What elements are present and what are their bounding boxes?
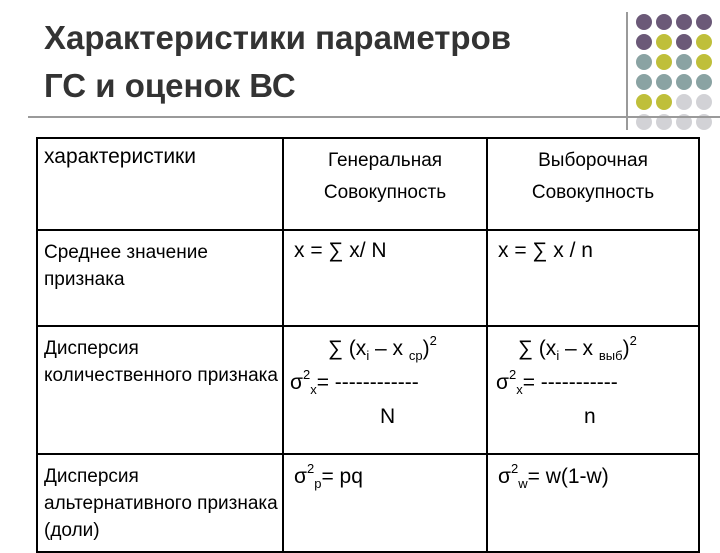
header-characteristics: характеристики: [37, 138, 283, 230]
num-sub: i: [556, 348, 560, 364]
comparison-table: [36, 137, 700, 553]
row-label-alternative-variance: Дисперсия альтернативного признака (доли): [37, 454, 283, 552]
lhs-sigma: σ: [290, 371, 303, 394]
table-row: [37, 326, 699, 454]
decorative-dot: [656, 54, 672, 70]
decorative-dot: [696, 34, 712, 50]
formula-general-share: [283, 454, 487, 552]
num-suffix: ): [422, 337, 430, 360]
general-variance-denominator: N: [380, 405, 396, 428]
lhs-sub: x: [310, 382, 317, 398]
header-sample-line-2: Совокупность: [531, 182, 655, 203]
decorative-dot: [656, 34, 672, 50]
decorative-dot: [636, 54, 652, 70]
slide-title: [44, 14, 624, 110]
table-row: [37, 230, 699, 326]
decorative-dot: [636, 14, 652, 30]
row-label-mean: Среднее значение признака: [37, 230, 283, 326]
rhs: = w(1-w): [527, 465, 609, 488]
slide-title-line-1: Характеристики параметров: [44, 19, 512, 56]
decorative-dot: [696, 14, 712, 30]
num-sub: i: [366, 348, 370, 364]
lhs-sup: 2: [306, 461, 315, 476]
decorative-dot: [676, 34, 692, 50]
formula-sample-variance: [487, 326, 699, 454]
lhs-sup: 2: [302, 367, 311, 382]
decorative-dot: [636, 74, 652, 90]
general-variance-numerator: [328, 335, 437, 363]
decorative-dot: [696, 94, 712, 110]
table-row: [37, 454, 699, 552]
table-header-row: [37, 138, 699, 230]
decorative-dot: [656, 94, 672, 110]
formula-general-variance: [283, 326, 487, 454]
lhs-sigma: σ: [498, 465, 511, 488]
general-variance-lhs: [290, 369, 419, 397]
num-prefix: ∑ (x: [328, 337, 367, 360]
decorative-dot: [696, 74, 712, 90]
num-mid: – x: [369, 337, 409, 360]
sample-variance-denominator: n: [584, 405, 596, 428]
fraction-bar: = ------------: [316, 371, 419, 394]
decorative-dot: [676, 54, 692, 70]
header-general-line-1: Генеральная: [327, 150, 443, 171]
lhs-sup: 2: [508, 367, 517, 382]
lhs-sup: 2: [510, 461, 519, 476]
horizontal-divider-line: [28, 116, 720, 118]
sample-variance-numerator: [518, 335, 637, 363]
num-suffix: ): [622, 337, 630, 360]
header-sample-population: [487, 138, 699, 230]
fraction-bar: = -----------: [522, 371, 618, 394]
lhs-sigma: σ: [294, 465, 307, 488]
formula-sample-mean: x = ∑ x / n: [487, 230, 699, 326]
num-sup: 2: [629, 333, 637, 348]
num-prefix: ∑ (x: [518, 337, 557, 360]
lhs-sigma: σ: [496, 371, 509, 394]
vertical-divider-line: [626, 12, 628, 130]
num-sup: 2: [429, 333, 437, 348]
decorative-dot: [656, 14, 672, 30]
slide-title-line-2: ГС и оценок ВС: [44, 67, 296, 104]
header-general-population: [283, 138, 487, 230]
header-sample-line-1: Выборочная: [538, 150, 648, 171]
num-sub2: выб: [598, 348, 623, 364]
row-label-quantitative-variance: Дисперсия количественного признака: [37, 326, 283, 454]
decorative-dot: [676, 14, 692, 30]
lhs-sub: p: [314, 476, 322, 492]
decorative-dot: [636, 94, 652, 110]
rhs: = pq: [321, 465, 363, 488]
num-sub2: ср: [408, 348, 423, 364]
decorative-dot: [676, 94, 692, 110]
sample-variance-lhs: [496, 369, 618, 397]
decorative-dot: [636, 34, 652, 50]
formula-general-mean: x = ∑ x/ N: [283, 230, 487, 326]
formula-sample-share: [487, 454, 699, 552]
lhs-sub: w: [518, 476, 528, 492]
decorative-dot: [656, 74, 672, 90]
lhs-sub: x: [516, 382, 523, 398]
num-mid: – x: [559, 337, 599, 360]
decorative-dot: [676, 74, 692, 90]
header-general-line-2: Совокупность: [323, 182, 447, 203]
decorative-dot: [696, 54, 712, 70]
